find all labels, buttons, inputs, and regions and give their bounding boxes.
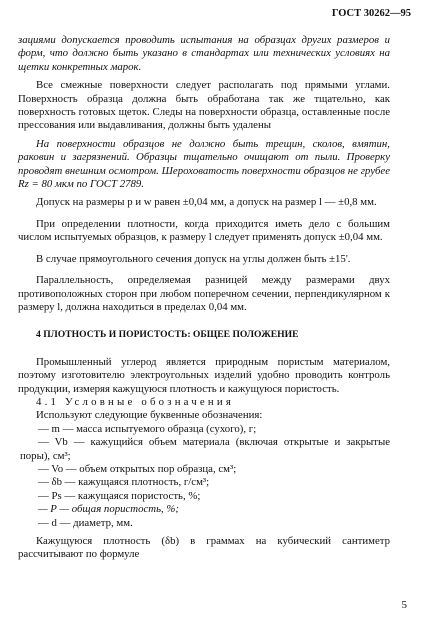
symbol-item: — P — общая пористость, %; [38,503,179,516]
paragraph-symbols-intro: Используют следующие буквенные обозначения: [36,409,263,422]
paragraph-density-tolerance: При определении плотности, когда приходится иметь дело с большим числом испытуемых образцов, к размеру l следует применять допуск ±0,04 мм. [18,217,390,244]
paragraph-intro-carbon: Промышленный углерод является природным пористым материалом, поэтому изготовителю электроугольных изделий удобно проводить контроль продукции, измеряя кажущуюся плотность и кажущуюся пористость. [18,355,390,395]
symbol-item: — Ps — кажущаяся пористость, %; [38,489,201,502]
paragraph-formula-intro: Кажущуюся плотность (δb) в граммах на кубический сантиметр рассчитывают по формуле [18,535,390,561]
page-number: 5 [401,599,407,611]
paragraph-inspection: На поверхности образцов не должно быть трещин, сколов, вмятин, раковин и загрязнений. Образцы тщательно очищают от пыли. Проверку проводят внешним осмотром. Шероховатость поверхности образцов не грубее Rz = 80 мкм по ГОСТ 2789. [18,137,390,191]
document-body [18,34,390,562]
section-heading: 4 ПЛОТНОСТЬ И ПОРИСТОСТЬ: ОБЩЕЕ ПОЛОЖЕНИЕ [36,329,299,341]
symbol-item: — Vo — объем открытых пор образца, см³; [38,462,237,475]
symbol-item: — d — диаметр, мм. [38,516,133,529]
document-id: ГОСТ 30262—95 [331,8,411,19]
symbol-item: — δb — кажущаяся плотность, г/см³; [38,476,210,489]
paragraph-continuation: зациями допускается проводить испытания на образцах других размеров и форм, что должно быть указано в стандартах или технических условиях на щетки конкретных марок. [18,34,390,73]
symbols-list [18,423,390,530]
subsection-heading: 4.1 Условные обозначения [36,395,234,408]
symbol-item: — m — масса испытуемого образца (сухого), г; [38,422,257,435]
paragraph-surfaces: Все смежные поверхности следует располагать под прямыми углами. Поверхность образца должна быть обработана так же тщательно, как поверхность готовых щеток. Следы на поверхности образца, оставленные после прессования или выдавливания, должны быть удалены [18,79,390,132]
paragraph-angle-tolerance: В случае прямоугольного сечения допуск на углы должен быть ±15'. [36,252,351,265]
paragraph-parallelism: Параллельность, определяемая разницей между размерами двух противоположных сторон при любом поперечном сечении, перпендикулярном к размеру l, должна находиться в пределах 0,04 мм. [18,274,390,313]
paragraph-tolerance: Допуск на размеры p и w равен ±0,04 мм, а допуск на размер l — ±0,8 мм. [36,196,377,209]
symbol-item: — Vb — кажущийся объем материала (включая открытые и закрытые поры), см³; [20,436,390,462]
